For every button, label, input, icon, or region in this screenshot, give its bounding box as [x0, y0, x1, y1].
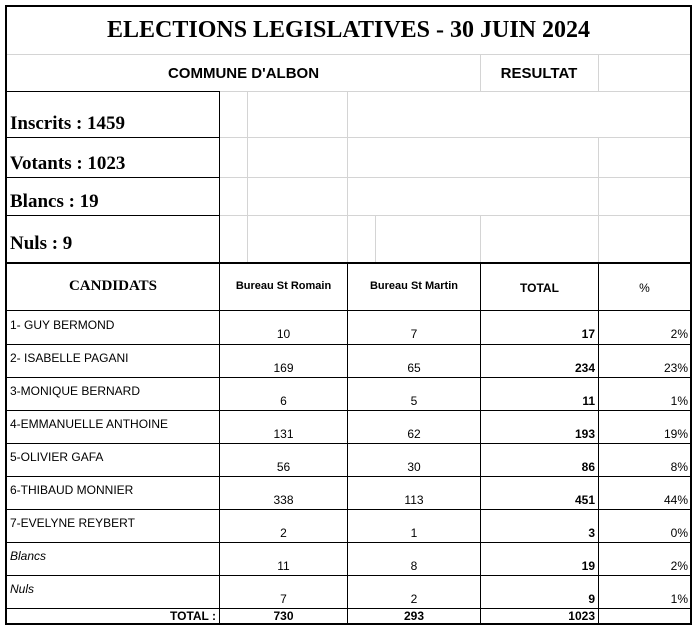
table-row — [7, 345, 690, 377]
candidate-name: 3-MONIQUE BERNARD — [10, 384, 141, 398]
total-votes: 234 — [574, 361, 595, 375]
bureau1-votes: 338 — [273, 493, 294, 507]
bureau1-votes: 6 — [280, 394, 287, 408]
total-votes: 193 — [574, 427, 595, 441]
bureau1-votes: 2 — [280, 526, 287, 540]
bureau2-votes: 8 — [410, 559, 418, 573]
vote-percent: 1% — [670, 394, 688, 408]
bureau2-votes: 1 — [410, 526, 418, 540]
nuls-stat: Nuls : 9 — [10, 233, 73, 254]
candidate-name: 7-EVELYNE REYBERT — [10, 516, 135, 530]
bureau2-votes: 62 — [407, 427, 421, 441]
bureau1-votes: 169 — [273, 361, 294, 375]
totals-bureau1: 730 — [273, 609, 294, 623]
bureau2-votes: 5 — [410, 394, 418, 408]
bureau2-votes: 113 — [404, 493, 424, 507]
bureau1-votes: 131 — [273, 427, 294, 441]
bureau2-votes: 7 — [410, 327, 418, 341]
votants-stat: Votants : 1023 — [10, 153, 126, 174]
total-votes: 3 — [588, 526, 595, 540]
nuls-label: Nuls — [10, 582, 35, 596]
header-total: TOTAL — [520, 281, 559, 295]
table-row — [7, 477, 690, 509]
header-candidats: CANDIDATS — [68, 278, 158, 294]
bureau1-votes: 11 — [277, 559, 290, 573]
vote-percent: 44% — [663, 493, 688, 507]
total-votes: 19 — [581, 559, 595, 573]
header-percent: % — [639, 281, 650, 295]
commune-label: COMMUNE D'ALBON — [167, 65, 320, 82]
vote-percent: 2% — [670, 559, 688, 573]
candidate-name: 1- GUY BERMOND — [10, 318, 115, 332]
table-row — [7, 378, 690, 410]
total-votes: 9 — [588, 592, 595, 606]
page-title: ELECTIONS LEGISLATIVES - 30 JUIN 2024 — [106, 17, 590, 43]
totals-bureau2: 293 — [403, 609, 425, 623]
candidate-name: 2- ISABELLE PAGANI — [10, 351, 129, 365]
vote-percent: 2% — [670, 327, 688, 341]
blancs-label: Blancs — [10, 549, 47, 563]
table-row — [7, 543, 690, 575]
total-votes: 451 — [574, 493, 595, 507]
vote-percent: 8% — [670, 460, 688, 474]
vote-percent: 19% — [663, 427, 688, 441]
totals-total: 1023 — [568, 609, 595, 623]
vote-percent: 0% — [670, 526, 688, 540]
bureau1-votes: 10 — [276, 327, 291, 341]
totals-label: TOTAL : — [170, 609, 216, 623]
table-row — [7, 311, 690, 344]
bureau1-votes: 7 — [280, 592, 287, 606]
vote-percent: 23% — [663, 361, 688, 375]
inscrits-stat: Inscrits : 1459 — [10, 113, 126, 134]
table-row — [7, 510, 690, 542]
header-bureau-st-martin: Bureau St Martin — [369, 280, 458, 292]
total-votes: 17 — [581, 327, 595, 341]
results-sheet — [5, 5, 692, 625]
candidate-name: 5-OLIVIER GAFA — [10, 450, 104, 464]
table-row — [7, 576, 690, 608]
total-votes: 86 — [581, 460, 595, 474]
candidate-name: 4-EMMANUELLE ANTHOINE — [10, 417, 169, 431]
bureau1-votes: 56 — [276, 460, 291, 474]
bureau2-votes: 65 — [407, 361, 421, 375]
header-bureau-st-romain: Bureau St Romain — [235, 280, 332, 292]
table-row — [7, 444, 690, 476]
candidate-name: 6-THIBAUD MONNIER — [10, 483, 134, 497]
totals-row — [7, 609, 690, 623]
blancs-stat: Blancs : 19 — [10, 191, 99, 212]
vote-percent: 1% — [670, 592, 688, 606]
resultat-label: RESULTAT — [500, 65, 578, 82]
table-row — [7, 411, 690, 443]
total-votes: 11 — [582, 394, 595, 408]
bureau2-votes: 30 — [407, 460, 421, 474]
bureau2-votes: 2 — [410, 592, 418, 606]
